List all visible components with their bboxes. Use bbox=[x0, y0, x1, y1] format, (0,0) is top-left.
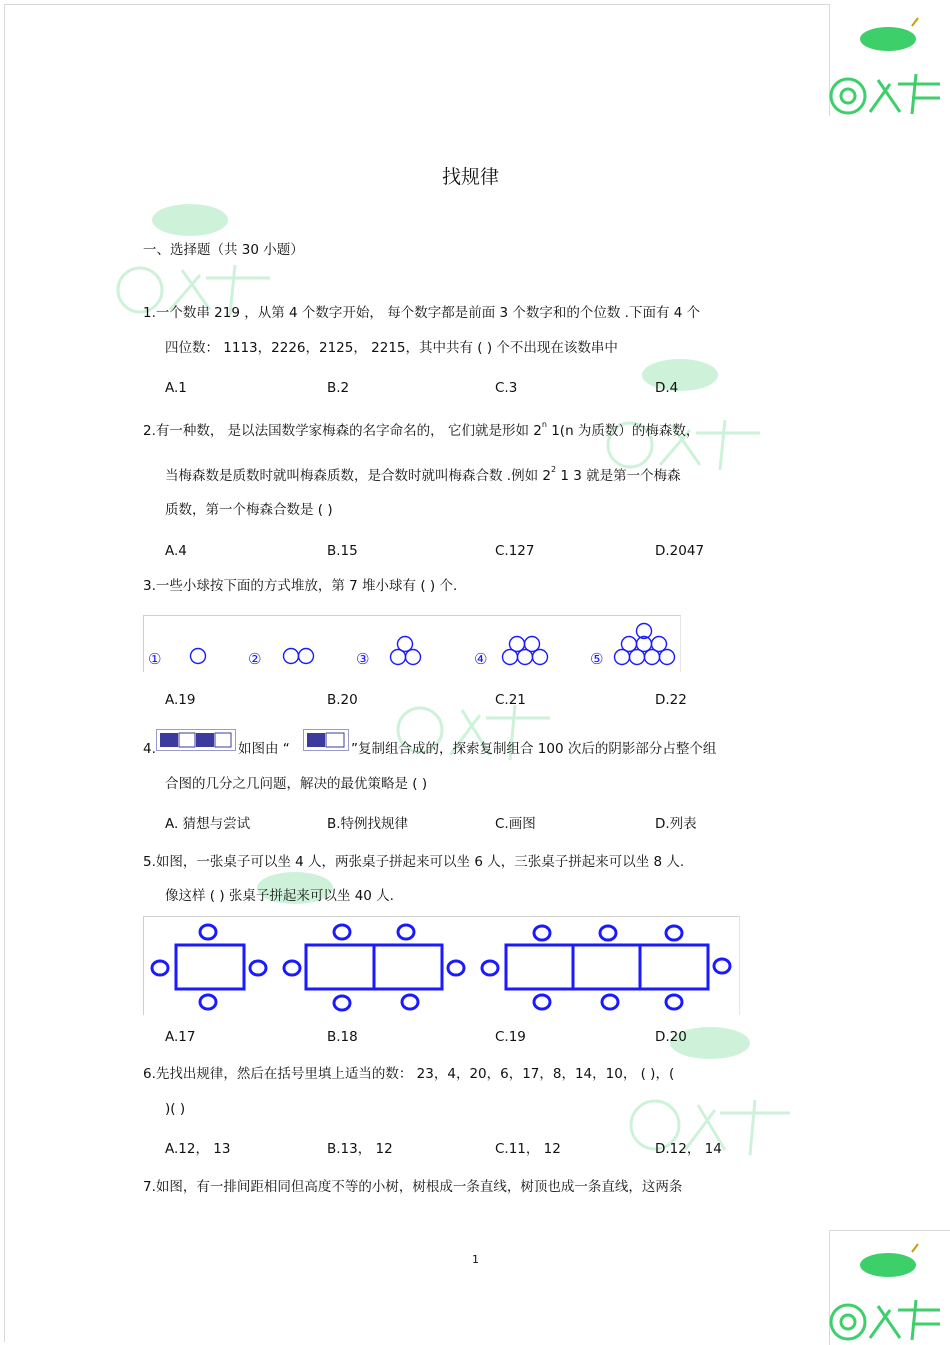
seat bbox=[398, 925, 414, 939]
q2-choice-b: B.15 bbox=[327, 543, 358, 559]
table-1 bbox=[176, 945, 244, 989]
q3-ball-figure bbox=[143, 615, 681, 672]
q5-table-figure bbox=[143, 916, 740, 1015]
q4-choice-a: A. 猜想与尝试 bbox=[165, 816, 251, 832]
seat bbox=[714, 959, 730, 973]
watermark-logo-2 bbox=[600, 345, 770, 475]
q5-choice-c: C.19 bbox=[495, 1029, 526, 1045]
ball bbox=[191, 649, 206, 664]
q5-line1: 5.如图，一张桌子可以坐 4 人，两张桌子拼起来可以坐 6 人，三张桌子拼起来可以坐 8 人. bbox=[143, 854, 685, 870]
q3-stack-label-4: ④ bbox=[474, 650, 488, 668]
seat bbox=[482, 961, 498, 975]
q4-bar-figure bbox=[156, 729, 236, 751]
q4-choice-c: C.画图 bbox=[495, 816, 536, 832]
q3-stack-label-5: ⑤ bbox=[590, 650, 604, 668]
ball bbox=[622, 637, 637, 652]
q6-choice-a: A.12， 13 bbox=[165, 1141, 231, 1157]
q6-choice-b: B.13， 12 bbox=[327, 1141, 393, 1157]
page-number: 1 bbox=[472, 1253, 479, 1266]
q2-choice-d: D.2047 bbox=[655, 543, 705, 559]
seat bbox=[666, 926, 682, 940]
q6-line2: )( ) bbox=[165, 1101, 186, 1117]
q2-choice-c: C.127 bbox=[495, 543, 535, 559]
q4-unit-figure bbox=[303, 729, 349, 751]
seat bbox=[284, 961, 300, 975]
q2-line2-a: 当梅森数是质数时就叫梅森质数，是合数时就叫梅森合数 .例如 2 bbox=[165, 468, 551, 484]
q2-line1-a: 2.有一种数， 是以法国数学家梅森的名字命名的， 它们就是形如 2 bbox=[143, 423, 542, 439]
corner-border-bottom-top bbox=[829, 1230, 950, 1231]
seat bbox=[200, 995, 216, 1009]
ball bbox=[510, 637, 525, 652]
q4-number: 4. bbox=[143, 741, 156, 757]
page-title: 找规律 bbox=[442, 166, 500, 188]
ball bbox=[284, 649, 299, 664]
table-2a bbox=[306, 945, 374, 989]
page-border-left bbox=[4, 4, 5, 1342]
table-3c bbox=[640, 945, 708, 989]
q3-stack-label-2: ② bbox=[248, 650, 262, 668]
seat bbox=[200, 925, 216, 939]
q5-line2: 像这样 ( ) 张桌子拼起来可以坐 40 人. bbox=[165, 888, 394, 904]
q6-choice-c: C.11， 12 bbox=[495, 1141, 561, 1157]
ball bbox=[660, 650, 675, 665]
seat bbox=[152, 961, 168, 975]
q4-line1-a: 如图由 “ bbox=[238, 741, 290, 757]
seat bbox=[334, 996, 350, 1010]
q2-line1-sup: n bbox=[541, 420, 547, 429]
q3-stack-label-1: ① bbox=[148, 650, 162, 668]
table-3b bbox=[573, 945, 640, 989]
q3-choice-d: D.22 bbox=[655, 692, 687, 708]
seat bbox=[334, 925, 350, 939]
q5-tables bbox=[144, 917, 739, 1015]
corner-logo-bottom bbox=[828, 1240, 948, 1344]
table-3a bbox=[506, 945, 573, 989]
ball bbox=[398, 637, 413, 652]
q2-line2-b: 1 3 就是第一个梅森 bbox=[556, 468, 681, 484]
q4-choice-d: D.列表 bbox=[655, 816, 697, 832]
seat bbox=[602, 995, 618, 1009]
q3-choice-a: A.19 bbox=[165, 692, 196, 708]
ball bbox=[406, 650, 421, 665]
q2-line1-b: 1(n 为质数）的梅森数， bbox=[546, 423, 700, 439]
q2-choice-a: A.4 bbox=[165, 543, 187, 559]
ball bbox=[525, 637, 540, 652]
ball bbox=[652, 637, 667, 652]
seat bbox=[448, 961, 464, 975]
corner-logo-top bbox=[828, 14, 948, 118]
seat bbox=[402, 995, 418, 1009]
q3-stack-label-3: ③ bbox=[356, 650, 370, 668]
q1-choice-b: B.2 bbox=[327, 380, 350, 396]
ball bbox=[533, 650, 548, 665]
q1-choice-a: A.1 bbox=[165, 380, 187, 396]
table-2b bbox=[374, 945, 442, 989]
ball bbox=[299, 649, 314, 664]
q2-line3: 质数，第一个梅森合数是 ( ) bbox=[165, 502, 333, 518]
seat bbox=[250, 961, 266, 975]
q7-line1: 7.如图，有一排间距相同但高度不等的小树，树根成一条直线，树顶也成一条直线，这两条 bbox=[143, 1179, 683, 1195]
seat bbox=[600, 926, 616, 940]
seat bbox=[666, 995, 682, 1009]
q6-line1: 6.先找出规律，然后在括号里填上适当的数： 23，4，20，6，17，8，14，10， ( )，( bbox=[143, 1066, 675, 1082]
seat bbox=[534, 995, 550, 1009]
q4-line1-b: ”复制组合成的，探索复制组合 100 次后的阴影部分占整个组 bbox=[351, 741, 717, 757]
q2-line1 bbox=[143, 420, 700, 439]
q5-choice-a: A.17 bbox=[165, 1029, 196, 1045]
q3-choice-c: C.21 bbox=[495, 692, 526, 708]
q1-choice-d: D.4 bbox=[655, 380, 679, 396]
seat bbox=[534, 926, 550, 940]
q4-choice-b: B.特例找规律 bbox=[327, 816, 409, 832]
q4-line2: 合图的几分之几问题，解决的最优策略是 ( ) bbox=[165, 776, 428, 792]
q1-choice-c: C.3 bbox=[495, 380, 518, 396]
q2-line2-sup: 2 bbox=[550, 465, 557, 474]
q3-line1: 3.一些小球按下面的方式堆放，第 7 堆小球有 ( ) 个. bbox=[143, 578, 458, 594]
section-heading: 一、选择题（共 30 小题） bbox=[143, 242, 304, 258]
q6-choice-d: D.12， 14 bbox=[655, 1141, 722, 1157]
q5-choice-b: B.18 bbox=[327, 1029, 358, 1045]
q2-line2 bbox=[165, 465, 681, 484]
q1-line2: 四位数： 1113，2226，2125， 2215，其中共有 ( ) 个不出现在该数串中 bbox=[165, 340, 618, 356]
q1-line1: 1.一个数串 219 ，从第 4 个数字开始， 每个数字都是前面 3 个数字和的个位数 .下面有 4 个 bbox=[143, 305, 701, 321]
q5-choice-d: D.20 bbox=[655, 1029, 687, 1045]
q3-choice-b: B.20 bbox=[327, 692, 358, 708]
page-border-top bbox=[4, 4, 830, 5]
